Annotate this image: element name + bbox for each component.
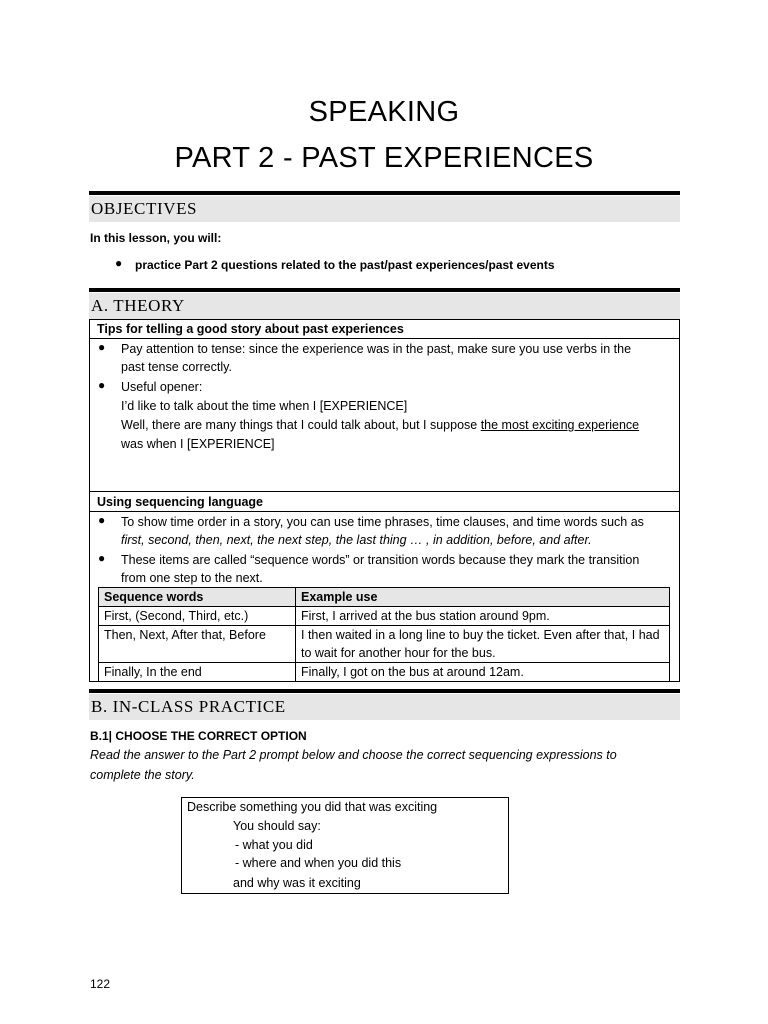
table-header-row	[99, 588, 670, 607]
table-cell: Finally, I got on the bus at around 12am.	[296, 663, 670, 682]
divider	[89, 511, 680, 512]
seq-1-line2: first, second, then, next, the next step, the last thing … , in addition, before, and after.	[121, 533, 592, 547]
page-number: 122	[90, 977, 111, 991]
section-rule	[89, 689, 680, 693]
objectives-bullet: practice Part 2 questions related to the past/past experiences/past events	[135, 258, 555, 272]
table-cell: I then waited in a long line to buy the ticket. Even after that, I had to wait for another hour for the bus.	[296, 626, 670, 663]
table-cell: First, (Second, Third, etc.)	[99, 607, 296, 626]
bullet-icon: ●	[98, 551, 106, 565]
opener-1: I’d like to talk about the time when I [EXPERIENCE]	[121, 399, 408, 413]
opener-2-pre: Well, there are many things that I could talk about, but I suppose	[121, 418, 481, 432]
sequence-table	[98, 587, 670, 682]
objectives-intro: In this lesson, you will:	[90, 231, 222, 245]
bullet-icon: ●	[98, 340, 106, 354]
page-subtitle: PART 2 - PAST EXPERIENCES	[174, 142, 594, 174]
divider	[89, 491, 680, 492]
table-row	[99, 607, 670, 626]
practice-subheading: B.1| CHOOSE THE CORRECT OPTION	[90, 729, 307, 743]
opener-2-post: was when I [EXPERIENCE]	[121, 437, 275, 451]
prompt-line-5: and why was it exciting	[233, 876, 361, 890]
opener-2-underlined: the most exciting experience	[480, 418, 640, 432]
page-title: SPEAKING	[308, 96, 460, 128]
prompt-line-1: Describe something you did that was exciting	[187, 800, 438, 814]
seq-2-line2: from one step to the next.	[121, 571, 263, 585]
tip-1-line1: Pay attention to tense: since the experience was in the past, make sure you use verbs in the	[121, 342, 632, 356]
tip-1-line2: past tense correctly.	[121, 360, 232, 374]
table-cell: Then, Next, After that, Before	[99, 626, 296, 663]
table-header-cell: Sequence words	[99, 588, 296, 607]
bullet-icon: ●	[98, 378, 106, 392]
prompt-line-4: - where and when you did this	[235, 856, 402, 870]
opener-2	[121, 416, 639, 434]
table-row	[99, 626, 670, 663]
bullet-icon: ●	[98, 513, 106, 527]
tip-2-label: Useful opener:	[121, 380, 203, 394]
table-cell: First, I arrived at the bus station around 9pm.	[296, 607, 670, 626]
section-rule	[89, 288, 680, 292]
seq-2-line1: These items are called “sequence words” or transition words because they mark the transition	[121, 553, 640, 567]
table-cell: Finally, In the end	[99, 663, 296, 682]
table-row	[99, 663, 670, 682]
table-header-cell: Example use	[296, 588, 670, 607]
practice-heading: B. IN-CLASS PRACTICE	[89, 694, 680, 720]
objectives-heading: OBJECTIVES	[89, 196, 680, 222]
bullet-icon: ●	[115, 256, 123, 270]
tips-header: Tips for telling a good story about past experiences	[97, 322, 404, 336]
prompt-line-2: You should say:	[233, 819, 321, 833]
seq-header: Using sequencing language	[97, 495, 263, 509]
divider	[89, 338, 680, 339]
section-rule	[89, 191, 680, 195]
prompt-line-3: - what you did	[235, 838, 313, 852]
practice-instruction-2: complete the story.	[90, 768, 195, 782]
seq-1-line1: To show time order in a story, you can use time phrases, time clauses, and time words such as	[121, 515, 644, 529]
practice-instruction-1: Read the answer to the Part 2 prompt below and choose the correct sequencing expressions to	[90, 748, 617, 762]
theory-heading: A. THEORY	[89, 293, 680, 319]
